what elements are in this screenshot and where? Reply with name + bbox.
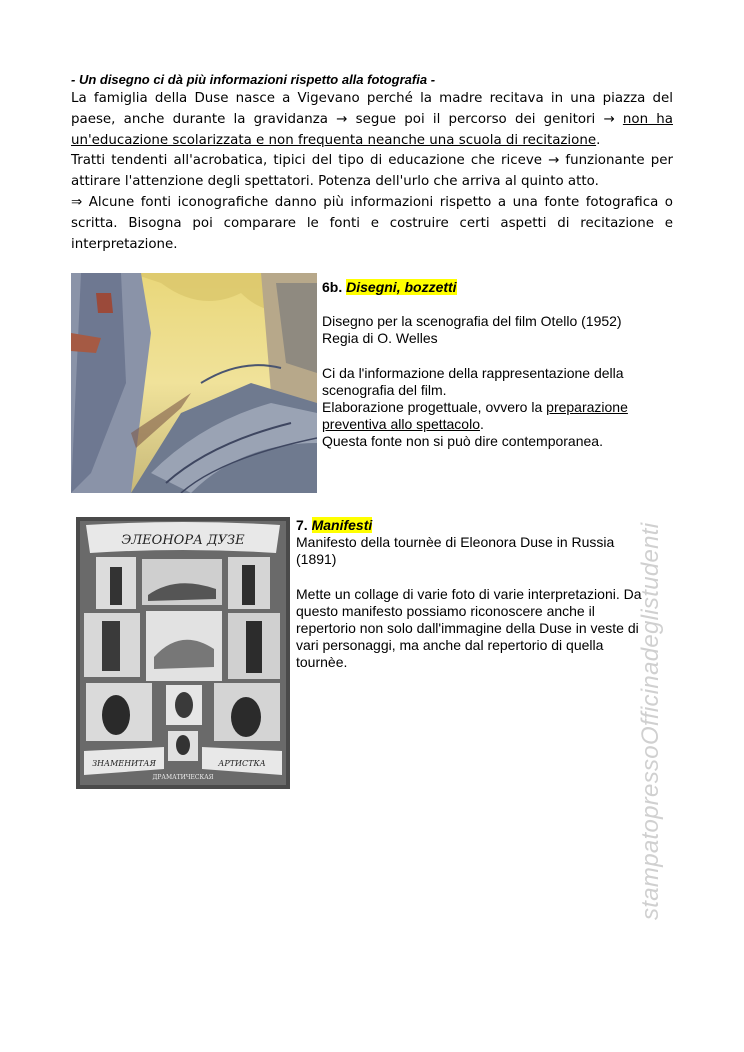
duse-russia-poster	[76, 517, 290, 789]
section-7-heading	[296, 517, 650, 534]
section-6b-title: Disegni, bozzetti	[346, 279, 457, 295]
section-6b-line-4	[322, 399, 662, 433]
poster-bottom-left: ЗНАМЕНИТАЯ	[92, 759, 156, 768]
section-7-line-1: Manifesto della tournèe di Eleonora Duse in Russia (1891)	[296, 534, 615, 568]
poster-bottom-right: АРТИСТКА	[218, 759, 266, 768]
intro-section	[71, 70, 673, 255]
section-6b-line-2: Regia di O. Welles	[322, 330, 438, 347]
section-7-line-2: Mette un collage di varie foto di varie interpretazioni. Da questo manifesto possiamo riconoscere anche il repertorio non solo dall'immagine della Duse in veste di vari personaggi, ma anche dal repertorio di quella tournèe.	[296, 585, 642, 671]
poster-bottom-center: ДРАМАТИЧЕСКАЯ	[152, 774, 214, 781]
intro-paragraph-2: Tratti tendenti all'acrobatica, tipici del tipo di educazione che riceve → funzionante per attirare l'attenzione degli spettatori. Potenza dell'urlo che arriva al quinto atto.	[71, 153, 673, 190]
poster-collage-art	[76, 517, 290, 789]
poster-top-banner: ЭЛЕОНОРА ДУЗЕ	[121, 533, 245, 548]
section-6b-line-3: Ci da l'informazione della rappresentazione della scenografia del film.	[322, 364, 624, 398]
section-6b-number: 6b.	[322, 279, 343, 295]
section-7-title: Manifesti	[311, 517, 373, 533]
watermark-text: stampatopressoOfficinadeglistudenti	[637, 522, 664, 920]
section-6b-line-1: Disegno per la scenografia del film Otello (1952)	[322, 313, 622, 330]
section-6b-line-4-underlined: preparazione preventiva allo spettacolo	[322, 399, 628, 433]
intro-p1-text: La famiglia della Duse nasce a Vigevano perché la madre recitava in una piazza del paese, anche durante la gravidanza → segue poi il percorso dei genitori →	[71, 91, 673, 127]
section-6b-caption	[322, 313, 662, 347]
section-6b-line-4-pre: Elaborazione progettuale, ovvero la	[322, 399, 547, 416]
scenography-drawing-art	[71, 273, 317, 493]
intro-p1-underlined: non ha un'educazione scolarizzata e non frequenta neanche una scuola di recitazione	[71, 111, 673, 148]
section-6b-heading	[322, 279, 662, 296]
intro-p1-end: .	[596, 132, 601, 148]
section-6b-description	[322, 365, 662, 451]
otello-scenography-drawing	[71, 273, 317, 493]
section-6b-line-4-post: .	[480, 416, 484, 433]
section-7-text	[296, 517, 650, 689]
intro-paragraph-1	[71, 89, 673, 151]
intro-paragraph-3: ⇒ Alcune fonti iconografiche danno più informazioni rispetto a una fonte fotografica o scritta. Bisogna poi comparare le fonti e costruire certi aspetti di recitazione e interpretazione.	[71, 194, 673, 252]
intro-subtitle: - Un disegno ci dà più informazioni rispetto alla fotografia -	[71, 72, 436, 87]
section-7-number: 7.	[296, 517, 308, 533]
section-6b-line-5: Questa fonte non si può dire contemporanea.	[322, 433, 603, 450]
section-6b-text	[322, 279, 662, 468]
